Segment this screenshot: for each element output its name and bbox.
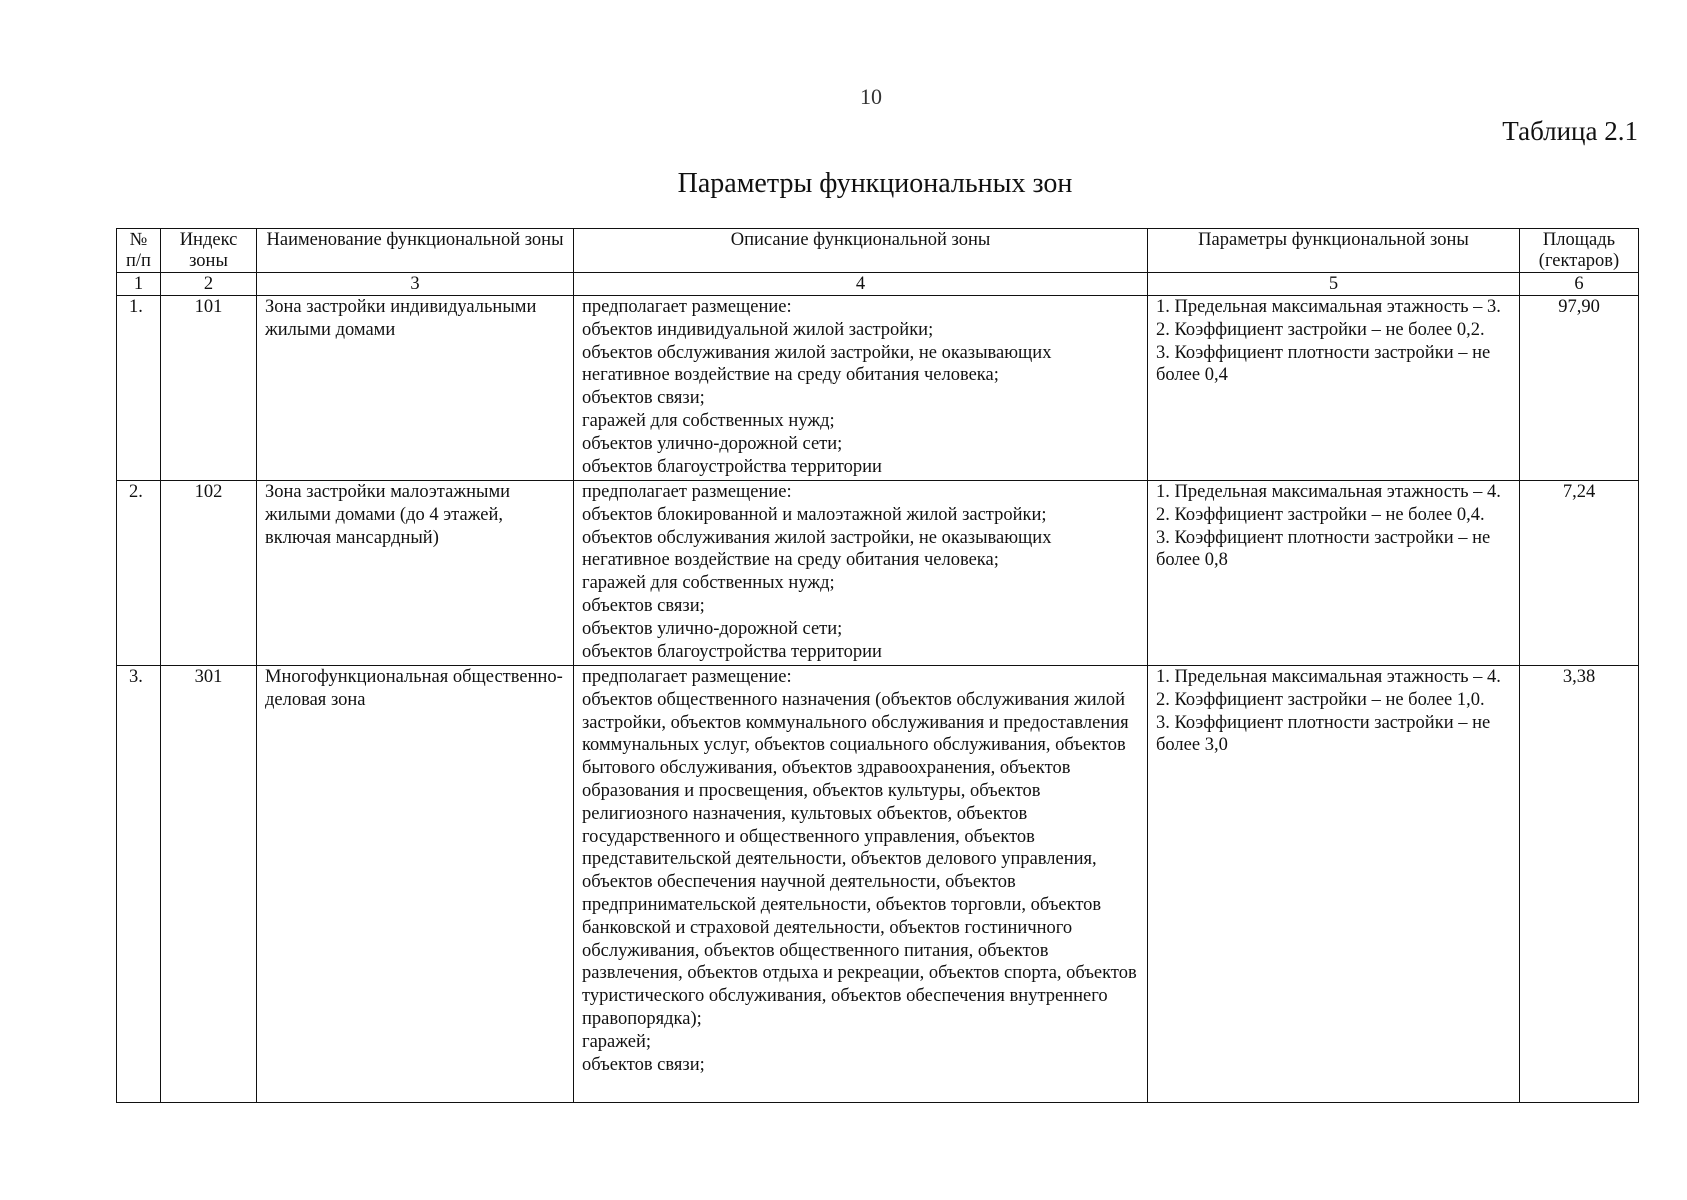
row-number: 3.: [117, 666, 161, 1103]
zone-parameters: [1148, 666, 1520, 1103]
column-header-parameters: Параметры функциональной зоны: [1148, 229, 1520, 273]
description-line: гаражей для собственных нужд;: [582, 410, 835, 431]
parameter-line: 3. Коэффициент плотности застройки – не более 0,8: [1156, 527, 1491, 571]
description-line: объектов блокированной и малоэтажной жилой застройки;: [582, 504, 1047, 525]
description-line: предполагает размещение:: [582, 482, 792, 502]
zone-description: [574, 666, 1148, 1103]
description-line: объектов связи;: [582, 1054, 705, 1075]
description-line: предполагает размещение:: [582, 667, 792, 687]
page-title: Параметры функциональных зон: [677, 168, 1073, 199]
zone-index: 101: [161, 296, 257, 481]
zone-description: [574, 481, 1148, 666]
description-line: объектов улично-дорожной сети;: [582, 433, 843, 454]
zone-name: Зона застройки малоэтажными жилыми домами (до 4 этажей, включая мансардный): [257, 481, 574, 666]
table-row: [117, 296, 1639, 481]
column-number: 4: [574, 273, 1148, 296]
zone-area: 7,24: [1520, 481, 1639, 666]
column-header-no: № п/п: [117, 229, 161, 273]
table-row: [117, 481, 1639, 666]
parameter-line: 1. Предельная максимальная этажность – 4.: [1156, 482, 1501, 502]
zone-parameters: [1148, 296, 1520, 481]
zone-parameters: [1148, 481, 1520, 666]
parameter-line: 3. Коэффициент плотности застройки – не более 3,0: [1156, 712, 1491, 756]
description-line: объектов благоустройства территории: [582, 456, 882, 477]
description-line: объектов связи;: [582, 388, 705, 409]
zone-index: 301: [161, 666, 257, 1103]
row-number: 2.: [117, 481, 161, 666]
description-line: объектов обслуживания жилой застройки, не оказывающих негативное воздействие на среду обитания человека;: [582, 342, 1052, 386]
column-number: 6: [1520, 273, 1639, 296]
description-line: объектов общественного назначения (объектов обслуживания жилой застройки, объектов коммунального обслуживания и предоставления коммунальных услуг, объектов социального обслуживания, объектов бытового обслуживания, объектов здравоохранения, объектов образования и просвещения, объектов культуры, объектов религиозного назначения, культовых объектов, объектов государственного и общественного управления, объектов представительской деятельности, объектов делового управления, объектов обеспечения научной деятельности, объектов предпринимательской деятельности, объектов торговли, объектов банковской и страховой деятельности, объектов гостиничного обслуживания, объектов общественного питания, объектов развлечения, объектов отдыха и рекреации, объектов спорта, объектов туристического обслуживания, объектов обеспечения внутреннего правопорядка);: [582, 689, 1137, 1029]
column-number: 1: [117, 273, 161, 296]
zone-area: 97,90: [1520, 296, 1639, 481]
column-number: 2: [161, 273, 257, 296]
column-header-index: Индекс зоны: [161, 229, 257, 273]
column-header-name: Наименование функциональной зоны: [257, 229, 574, 273]
parameter-line: 2. Коэффициент застройки – не более 1,0.: [1156, 689, 1485, 710]
parameter-line: 2. Коэффициент застройки – не более 0,4.: [1156, 504, 1485, 525]
column-number: 5: [1148, 273, 1520, 296]
column-number-row: [117, 273, 1639, 296]
description-line: объектов улично-дорожной сети;: [582, 618, 843, 639]
parameter-line: 2. Коэффициент застройки – не более 0,2.: [1156, 319, 1485, 340]
table-row: [117, 666, 1639, 1103]
parameter-line: 1. Предельная максимальная этажность – 3.: [1156, 297, 1501, 317]
row-number: 1.: [117, 296, 161, 481]
parameter-line: 1. Предельная максимальная этажность – 4.: [1156, 667, 1501, 687]
zone-index: 102: [161, 481, 257, 666]
description-line: объектов благоустройства территории: [582, 641, 882, 662]
column-header-description: Описание функциональной зоны: [574, 229, 1148, 273]
parameter-line: 3. Коэффициент плотности застройки – не более 0,4: [1156, 342, 1491, 386]
table-label: Таблица 2.1: [1502, 116, 1638, 146]
description-line: объектов связи;: [582, 595, 705, 616]
column-number: 3: [257, 273, 574, 296]
page-number: 10: [860, 84, 882, 109]
column-header-area: Площадь (гектаров): [1520, 229, 1639, 273]
description-line: гаражей для собственных нужд;: [582, 573, 835, 594]
description-line: предполагает размещение:: [582, 297, 792, 317]
zone-name: Многофункциональная общественно-деловая зона: [257, 666, 574, 1103]
zone-area: 3,38: [1520, 666, 1639, 1103]
zones-table: [116, 228, 1639, 1103]
zone-name: Зона застройки индивидуальными жилыми домами: [257, 296, 574, 481]
description-line: объектов обслуживания жилой застройки, не оказывающих негативное воздействие на среду обитания человека;: [582, 527, 1052, 571]
description-line: объектов индивидуальной жилой застройки;: [582, 319, 934, 340]
zone-description: [574, 296, 1148, 481]
table-header-row: [117, 229, 1639, 273]
description-line: гаражей;: [582, 1031, 652, 1052]
